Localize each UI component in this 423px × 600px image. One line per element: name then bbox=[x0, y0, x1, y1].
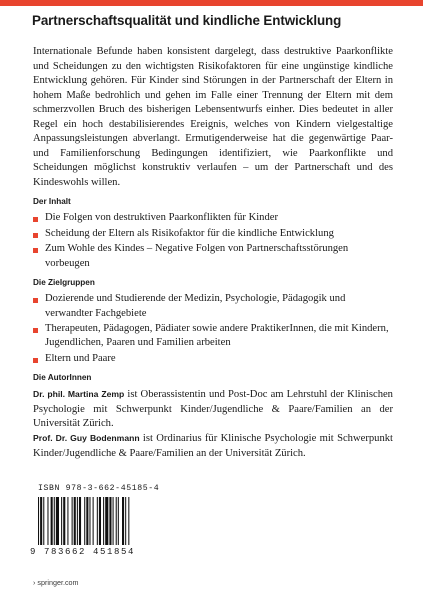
barcode-bar bbox=[56, 497, 59, 545]
barcode-bar bbox=[122, 497, 124, 545]
barcode-bar bbox=[51, 497, 53, 545]
bullet-square-icon bbox=[33, 248, 38, 253]
barcode-bar bbox=[105, 497, 108, 545]
barcode-bar bbox=[99, 497, 101, 545]
list-item-text: Eltern und Paare bbox=[45, 352, 116, 364]
barcode-bar bbox=[125, 497, 126, 545]
bullet-square-icon bbox=[33, 358, 38, 363]
bullet-square-icon bbox=[33, 328, 38, 333]
author-entry bbox=[33, 431, 393, 461]
barcode-bar bbox=[109, 497, 111, 545]
barcode-bar bbox=[40, 497, 42, 545]
author-name: Prof. Dr. Guy Bodenmann bbox=[33, 433, 140, 444]
page-title: Partnerschaftsqualität und kindliche Entwicklung bbox=[32, 13, 342, 28]
barcode-bar bbox=[116, 497, 117, 545]
barcode-bar bbox=[38, 497, 39, 545]
barcode-bar bbox=[74, 497, 76, 545]
barcode-bar bbox=[103, 497, 104, 545]
bullet-square-icon bbox=[33, 217, 38, 222]
barcode-bar bbox=[54, 497, 55, 545]
barcode-digits: 9 783662 451854 bbox=[30, 547, 136, 557]
barcode-bar bbox=[93, 497, 94, 545]
cover-text bbox=[33, 45, 393, 461]
barcode-bar bbox=[72, 497, 73, 545]
barcode-bar bbox=[128, 497, 129, 545]
bullet-square-icon bbox=[33, 233, 38, 238]
barcode-bar bbox=[47, 497, 48, 545]
accent-top-bar bbox=[0, 0, 423, 6]
author-name: Dr. phil. Martina Zemp bbox=[33, 389, 125, 400]
list-item-text: Therapeuten, Pädagogen, Pädiater sowie andere PraktikerInnen, die mit Kindern, Jugendlichen, Paaren und Familien arbeiten bbox=[45, 322, 389, 349]
list-item-text: Scheidung der Eltern als Risikofaktor für die kindliche Entwicklung bbox=[45, 227, 334, 239]
list-item-text: Dozierende und Studierende der Medizin, Psychologie, Pädagogik und verwandter Fachgebiete bbox=[45, 293, 346, 319]
barcode-bar bbox=[67, 497, 68, 545]
zielgruppen-list bbox=[33, 292, 393, 366]
author-bio: ist Oberassistentin und Post-Doc am Lehrstuhl der Klinischen Psychologie mit Schwerpunkt Kinder/Jugendliche & Paare/Familien an der Universität Zürich. bbox=[33, 389, 393, 429]
barcode-bar bbox=[118, 497, 119, 545]
list-item-text: Die Folgen von destruktiven Paarkonflikten für Kinder bbox=[45, 212, 279, 224]
barcode-bar bbox=[77, 497, 78, 545]
list-item-text: Zum Wohle des Kindes – Negative Folgen von Partnerschaftsstörungen vorbeugen bbox=[45, 243, 349, 269]
isbn-barcode bbox=[30, 484, 170, 560]
barcode-bar bbox=[86, 497, 88, 545]
list-item bbox=[33, 322, 393, 351]
section-heading-zielgruppen: Die Zielgruppen bbox=[33, 278, 95, 288]
barcode-bar bbox=[113, 497, 114, 545]
isbn-label: ISBN 978-3-662-45185-4 bbox=[38, 484, 160, 493]
barcode-bar bbox=[61, 497, 62, 545]
barcode-bar bbox=[63, 497, 65, 545]
barcode-bar bbox=[89, 497, 90, 545]
barcode-bars bbox=[38, 497, 164, 545]
barcode-bar bbox=[79, 497, 81, 545]
barcode-bar bbox=[43, 497, 44, 545]
list-item bbox=[33, 292, 393, 321]
barcode-bar bbox=[97, 497, 98, 545]
inhalt-list bbox=[33, 211, 393, 271]
list-item bbox=[33, 242, 393, 271]
barcode-bar bbox=[84, 497, 85, 545]
list-item bbox=[33, 211, 393, 225]
author-entry bbox=[33, 387, 393, 431]
intro-paragraph: Internationale Befunde haben konsistent dargelegt, dass destruktive Paarkonflikte und Scheidungen zu den wichtigsten Risikofaktoren für eine ungünstige kindliche Entwicklung gehören. Für Kinder sind Störungen in der Partnerschaft der Eltern in hohem Maße bedrohlich und gehen im Falle einer Trennung der Eltern mit dem schmerzvollen Bruch des bisherigen Lebensentwurfs einher. Dies bedeutet in aller Regel ein hoch destabilisierendes Ereignis, welches von Kindern vielgestaltige Anpassungsleistungen abverlangt. Ermutigenderweise hat die gegenwärtige Paar- und Familienforschung Bedingungen identifiziert, wie Paarkonflikte und Scheidungen möglichst konstruktiv verlaufen – um der Partnerschaft und des Kindeswohls willen. bbox=[33, 46, 393, 188]
section-heading-inhalt: Der Inhalt bbox=[33, 197, 71, 207]
list-item bbox=[33, 227, 393, 241]
website-link[interactable]: › springer.com bbox=[33, 578, 79, 587]
section-heading-autoren: Die AutorInnen bbox=[33, 373, 92, 383]
author-bio: ist Ordinarius für Klinische Psychologie mit Schwerpunkt Kinder/Jugendliche & Paare/Familien an der Universität Zürich. bbox=[33, 433, 393, 459]
bullet-square-icon bbox=[33, 298, 38, 303]
list-item bbox=[33, 352, 393, 366]
